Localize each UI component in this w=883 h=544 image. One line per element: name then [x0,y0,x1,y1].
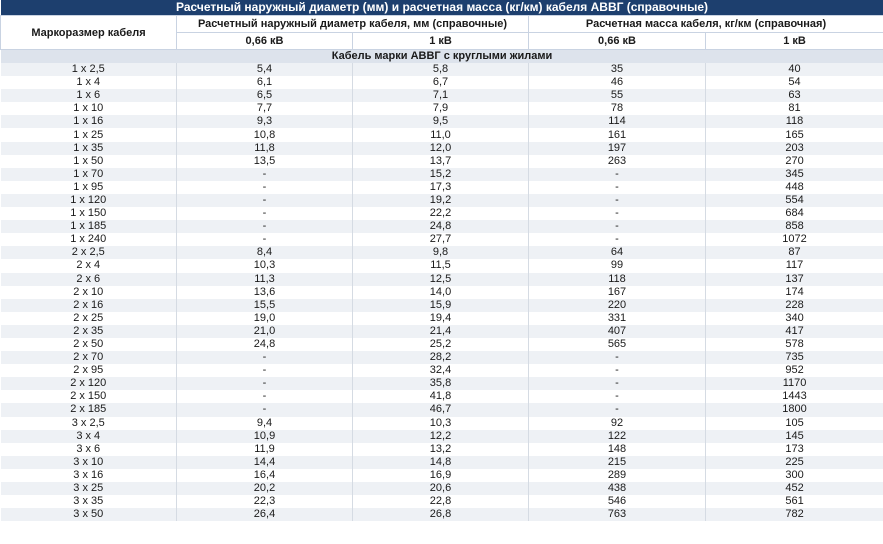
cell-diameter-066kv: - [177,377,353,390]
table-row [1,403,883,416]
col-header-diameter: Расчетный наружный диаметр кабеля, мм (справочные) [177,16,529,33]
cell-mass-066kv: 148 [529,443,706,456]
cell-mark: 2 х 4 [1,259,177,272]
cell-diameter-066kv: 10,3 [177,259,353,272]
table-row [1,115,883,128]
table-row [1,495,883,508]
table-row [1,259,883,272]
table-title: Расчетный наружный диаметр (мм) и расчетная масса (кг/км) кабеля АВВГ (справочные) [1,0,883,16]
cell-diameter-1kv: 11,5 [353,259,529,272]
cell-diameter-066kv: 6,1 [177,76,353,89]
cell-diameter-066kv: 10,9 [177,430,353,443]
table-row [1,430,883,443]
cell-mass-1kv: 554 [706,194,883,207]
table-row [1,273,883,286]
cell-mark: 1 х 70 [1,168,177,181]
cell-mass-066kv: 161 [529,128,706,141]
table-row [1,286,883,299]
cell-mark: 1 х 150 [1,207,177,220]
cell-diameter-1kv: 7,1 [353,89,529,102]
cell-mass-066kv: - [529,403,706,416]
cell-mark: 2 х 2,5 [1,246,177,259]
table-row [1,155,883,168]
cell-diameter-066kv: 26,4 [177,508,353,521]
cell-mass-1kv: 1170 [706,377,883,390]
cell-mass-066kv: 78 [529,102,706,115]
cell-diameter-066kv: - [177,351,353,364]
cell-diameter-1kv: 17,3 [353,181,529,194]
subheader-diameter-066kv: 0,66 кВ [177,33,353,50]
subheader-mass-1kv: 1 кВ [706,33,883,50]
cell-mass-1kv: 228 [706,299,883,312]
cell-mass-1kv: 684 [706,207,883,220]
cell-mark: 2 х 50 [1,338,177,351]
cell-mass-066kv: 289 [529,469,706,482]
cell-mark: 1 х 35 [1,142,177,155]
cell-mark: 1 х 95 [1,181,177,194]
cell-diameter-1kv: 12,5 [353,273,529,286]
cell-mass-1kv: 105 [706,417,883,430]
cell-diameter-066kv: - [177,403,353,416]
table-row [1,194,883,207]
cell-mass-066kv: 407 [529,325,706,338]
table-row [1,181,883,194]
section-title: Кабель марки АВВГ с круглыми жилами [1,50,883,64]
cell-mass-1kv: 578 [706,338,883,351]
cell-mass-066kv: 197 [529,142,706,155]
cell-mass-1kv: 40 [706,63,883,76]
cell-mass-1kv: 340 [706,312,883,325]
table-row [1,89,883,102]
cell-mass-1kv: 417 [706,325,883,338]
cell-mass-1kv: 63 [706,89,883,102]
cell-diameter-066kv: 24,8 [177,338,353,351]
cell-mark: 3 х 4 [1,430,177,443]
cell-mass-066kv: - [529,181,706,194]
table-row [1,377,883,390]
cell-mass-1kv: 452 [706,482,883,495]
cell-mass-066kv: 331 [529,312,706,325]
cell-diameter-1kv: 24,8 [353,220,529,233]
cell-mark: 2 х 25 [1,312,177,325]
table-row [1,76,883,89]
cell-diameter-1kv: 5,8 [353,63,529,76]
cell-diameter-066kv: - [177,168,353,181]
cell-mass-1kv: 174 [706,286,883,299]
cell-diameter-066kv: 14,4 [177,456,353,469]
cell-diameter-066kv: 22,3 [177,495,353,508]
cell-diameter-1kv: 14,8 [353,456,529,469]
cell-mass-066kv: - [529,168,706,181]
cell-diameter-1kv: 22,2 [353,207,529,220]
cell-diameter-066kv: 13,6 [177,286,353,299]
cell-mark: 1 х 240 [1,233,177,246]
cell-diameter-1kv: 7,9 [353,102,529,115]
cell-mark: 1 х 185 [1,220,177,233]
cell-mass-1kv: 270 [706,155,883,168]
cell-diameter-1kv: 41,8 [353,390,529,403]
cell-diameter-066kv: 9,4 [177,417,353,430]
cell-diameter-066kv: 15,5 [177,299,353,312]
table-row [1,338,883,351]
cell-mark: 1 х 50 [1,155,177,168]
table-row [1,390,883,403]
cell-mark: 3 х 25 [1,482,177,495]
cell-mass-1kv: 448 [706,181,883,194]
cell-diameter-066kv: 11,3 [177,273,353,286]
col-header-mass: Расчетная масса кабеля, кг/км (справочная) [529,16,883,33]
table-row [1,207,883,220]
cell-diameter-066kv: 20,2 [177,482,353,495]
cell-mass-1kv: 345 [706,168,883,181]
cell-mark: 1 х 4 [1,76,177,89]
cell-mark: 2 х 95 [1,364,177,377]
cell-mass-066kv: - [529,233,706,246]
cell-mass-1kv: 118 [706,115,883,128]
cell-mark: 2 х 185 [1,403,177,416]
cell-mass-1kv: 81 [706,102,883,115]
cell-mass-1kv: 173 [706,443,883,456]
cell-diameter-066kv: 19,0 [177,312,353,325]
cell-diameter-1kv: 15,2 [353,168,529,181]
table-row [1,351,883,364]
table-row [1,456,883,469]
table-row [1,63,883,76]
cell-mass-066kv: 220 [529,299,706,312]
cell-mark: 2 х 10 [1,286,177,299]
table-row [1,142,883,155]
cell-diameter-1kv: 14,0 [353,286,529,299]
cell-diameter-1kv: 28,2 [353,351,529,364]
cell-mark: 2 х 6 [1,273,177,286]
cell-diameter-1kv: 9,8 [353,246,529,259]
table-row [1,482,883,495]
cell-mass-066kv: 122 [529,430,706,443]
cell-mark: 3 х 6 [1,443,177,456]
table-row [1,443,883,456]
cell-mass-1kv: 1072 [706,233,883,246]
table-row [1,508,883,521]
cell-diameter-066kv: - [177,181,353,194]
cell-mass-1kv: 1800 [706,403,883,416]
cell-mark: 3 х 35 [1,495,177,508]
cell-mass-1kv: 782 [706,508,883,521]
cell-mass-1kv: 1443 [706,390,883,403]
cell-mass-1kv: 561 [706,495,883,508]
cell-diameter-1kv: 10,3 [353,417,529,430]
cell-diameter-1kv: 12,2 [353,430,529,443]
cell-mark: 2 х 120 [1,377,177,390]
cell-diameter-1kv: 25,2 [353,338,529,351]
cell-diameter-1kv: 9,5 [353,115,529,128]
cell-mass-066kv: 546 [529,495,706,508]
cell-diameter-066kv: 10,8 [177,128,353,141]
cell-mark: 2 х 70 [1,351,177,364]
cell-diameter-066kv: 11,9 [177,443,353,456]
cell-diameter-066kv: 16,4 [177,469,353,482]
cell-mass-066kv: 99 [529,259,706,272]
cell-diameter-1kv: 19,4 [353,312,529,325]
cell-mass-066kv: - [529,377,706,390]
cell-mass-1kv: 117 [706,259,883,272]
cell-mass-1kv: 952 [706,364,883,377]
table-row [1,469,883,482]
cell-mass-1kv: 87 [706,246,883,259]
cell-mass-066kv: 565 [529,338,706,351]
cell-mass-066kv: - [529,364,706,377]
cell-mass-066kv: - [529,351,706,364]
cell-diameter-066kv: - [177,207,353,220]
cell-diameter-1kv: 27,7 [353,233,529,246]
cell-diameter-1kv: 21,4 [353,325,529,338]
cell-mass-066kv: 118 [529,273,706,286]
table-body [1,63,883,521]
cell-diameter-066kv: - [177,390,353,403]
table-row [1,102,883,115]
col-header-mark: Маркоразмер кабеля [1,16,177,50]
cell-diameter-1kv: 19,2 [353,194,529,207]
cell-mass-1kv: 858 [706,220,883,233]
cell-diameter-066kv: 5,4 [177,63,353,76]
cell-diameter-066kv: 11,8 [177,142,353,155]
cell-diameter-1kv: 20,6 [353,482,529,495]
cell-diameter-066kv: - [177,233,353,246]
cell-mass-066kv: 215 [529,456,706,469]
cell-diameter-066kv: 8,4 [177,246,353,259]
table-row [1,364,883,377]
cell-mass-066kv: 46 [529,76,706,89]
cell-diameter-066kv: - [177,364,353,377]
cell-mass-1kv: 165 [706,128,883,141]
cell-mark: 1 х 6 [1,89,177,102]
cell-mass-1kv: 145 [706,430,883,443]
cell-mark: 2 х 16 [1,299,177,312]
cell-mass-066kv: 92 [529,417,706,430]
cell-diameter-066kv: - [177,220,353,233]
table-row [1,168,883,181]
cell-diameter-066kv: 21,0 [177,325,353,338]
cell-diameter-066kv: 13,5 [177,155,353,168]
cell-diameter-1kv: 13,7 [353,155,529,168]
cell-mark: 3 х 2,5 [1,417,177,430]
cell-diameter-066kv: 9,3 [177,115,353,128]
cell-diameter-066kv: - [177,194,353,207]
cell-mark: 2 х 35 [1,325,177,338]
cell-mass-066kv: 55 [529,89,706,102]
table-row [1,312,883,325]
cell-mass-066kv: 763 [529,508,706,521]
cell-mass-066kv: - [529,207,706,220]
cell-mass-1kv: 203 [706,142,883,155]
cell-mark: 1 х 2,5 [1,63,177,76]
cell-mark: 1 х 16 [1,115,177,128]
cell-mass-1kv: 735 [706,351,883,364]
cell-diameter-1kv: 11,0 [353,128,529,141]
cell-diameter-1kv: 6,7 [353,76,529,89]
cell-mass-066kv: - [529,220,706,233]
cell-diameter-1kv: 13,2 [353,443,529,456]
cell-mark: 3 х 16 [1,469,177,482]
cell-mark: 3 х 10 [1,456,177,469]
cell-mass-1kv: 54 [706,76,883,89]
cell-mass-066kv: 438 [529,482,706,495]
cell-mark: 2 х 150 [1,390,177,403]
subheader-mass-066kv: 0,66 кВ [529,33,706,50]
cell-diameter-1kv: 22,8 [353,495,529,508]
cell-diameter-1kv: 32,4 [353,364,529,377]
cell-mass-066kv: 35 [529,63,706,76]
table-row [1,220,883,233]
cell-mass-1kv: 225 [706,456,883,469]
cell-diameter-1kv: 35,8 [353,377,529,390]
cell-diameter-1kv: 12,0 [353,142,529,155]
cell-diameter-066kv: 6,5 [177,89,353,102]
cell-mass-066kv: 263 [529,155,706,168]
table-row [1,128,883,141]
cell-diameter-1kv: 26,8 [353,508,529,521]
table-row [1,233,883,246]
cell-mark: 1 х 120 [1,194,177,207]
table-row [1,246,883,259]
cell-mass-066kv: 114 [529,115,706,128]
cell-mass-066kv: - [529,194,706,207]
cell-diameter-1kv: 15,9 [353,299,529,312]
cell-mass-066kv: 167 [529,286,706,299]
cell-diameter-066kv: 7,7 [177,102,353,115]
table-row [1,299,883,312]
cell-mass-1kv: 137 [706,273,883,286]
cell-mass-066kv: - [529,390,706,403]
cell-mass-066kv: 64 [529,246,706,259]
table-row [1,325,883,338]
cell-diameter-1kv: 46,7 [353,403,529,416]
cell-mark: 1 х 10 [1,102,177,115]
table-row [1,417,883,430]
cell-diameter-1kv: 16,9 [353,469,529,482]
cell-mass-1kv: 300 [706,469,883,482]
cell-mark: 1 х 25 [1,128,177,141]
cell-mark: 3 х 50 [1,508,177,521]
subheader-diameter-1kv: 1 кВ [353,33,529,50]
